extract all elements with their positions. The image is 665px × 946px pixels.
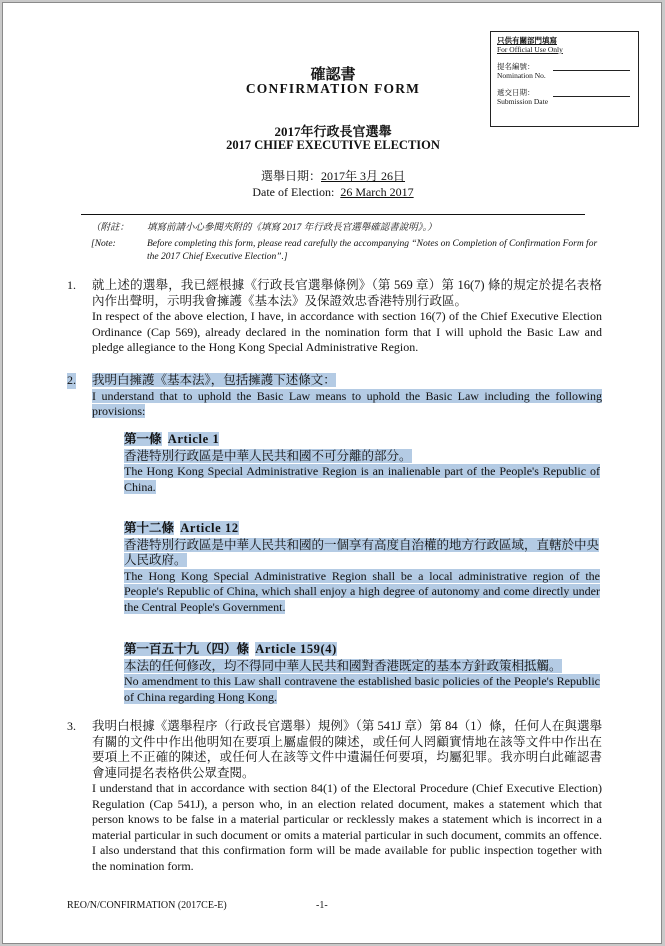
article-heading-en: Article 159(4) [255,642,337,656]
footer-form-code: REO/N/CONFIRMATION (2017CE-E) [67,900,227,911]
article-heading-en: Article 12 [180,521,239,535]
paragraph-text-en: In respect of the above election, I have, in accordance with section 16(7) of the Chief Executive Election Ordinance (Cap 569), already declared in the nomination form that I will uphold the Basic Law and pledge allegiance to the Hong Kong Special Administrative Region. [92,309,602,354]
note-label-zh: （附註： [91,223,130,233]
election-date-label-zh: 選舉日期： [260,169,321,183]
election-title-zh: 2017年行政長官選舉 [274,124,392,139]
form-title-zh: 確認書 [310,67,356,83]
article-159-4 [124,642,600,705]
official-use-title-zh: 只供有關部門填寫 [497,36,557,45]
article-heading-zh: 第一百五十九（四）條 [124,642,250,656]
footer-page-number: -1- [316,900,328,911]
election-date-value-en: 26 March 2017 [340,185,414,199]
note-en [91,238,611,264]
note-zh [91,222,611,235]
article-heading [124,432,600,448]
header-divider [81,214,585,215]
paragraph-text-zh: 我明白根據《選舉程序（行政長官選舉）規例》（第 541J 章）第 84（1）條，任何人在與選舉有關的文件中作出他明知在要項上屬虛假的陳述，或任何人罔顧實情地在該等文件中作出在要項上不正確的陳述，或任何人在該等文件中遺漏任何要項，均屬犯罪。我亦明白此確認書會連同提名表格供公眾查閱。 [92,719,602,780]
article-text-zh: 香港特別行政區是中華人民共和國的一個享有高度自治權的地方行政區域，直轄於中央人民政府。 [124,537,600,567]
election-date-value-zh: 2017年 3月 26日 [321,169,406,183]
note-text-zh: 填寫前請小心參閱夾附的《填寫 2017 年行政長官選舉確認書說明》。） [147,223,437,233]
article-heading-zh: 第一條 [124,432,162,446]
paragraph-number: 3. [67,719,76,733]
paragraph-text-zh: 就上述的選舉，我已經根據《行政長官選舉條例》（第 569 章）第 16(7) 條的規定於提名表格內作出聲明，示明我會擁護《基本法》及保證效忠香港特別行政區。 [92,278,602,308]
paragraph-number: 2. [67,373,76,387]
paragraph-text-en: I understand that in accordance with section 84(1) of the Electoral Procedure (Chief Executive Election) Regulation (Cap 541J), a person who, in an election related document, makes a statement which that person knows to be false in a material particular or recklessly makes a statement which is incorrect in a material particular in such document or omits a material particular in such document, commits an offence. I also understand that this confirmation form will be made available for public inspection together with the nomination form. [92,781,602,873]
form-title-en: CONFIRMATION FORM [245,81,421,96]
note-label-en: [Note: [91,239,116,249]
article-heading-en: Article 1 [167,432,220,446]
nomination-number-label-en: Nomination No. [497,71,546,80]
article-heading [124,642,600,658]
article-12 [124,521,600,615]
paragraph-text-zh: 我明白擁護《基本法》，包括擁護下述條文： [92,373,336,387]
paragraph-text-en: I understand that to uphold the Basic Law means to uphold the Basic Law including the following provisions: [92,388,602,418]
article-1 [124,432,600,495]
election-date-zh [3,167,662,184]
document-page [2,2,662,944]
election-date-en [3,185,662,200]
article-text-zh: 香港特別行政區是中華人民共和國不可分離的部分。 [124,448,412,463]
election-date-label-en: Date of Election: [252,185,335,199]
submission-date-label-zh: 遞交日期： [497,88,535,97]
paragraph-3 [67,719,607,874]
article-text-en: No amendment to this Law shall contravene the established basic policies of the People's Republic of China regarding Hong Kong. [124,674,600,704]
paragraph-2 [67,373,607,420]
article-text-en: The Hong Kong Special Administrative Region is an inalienable part of the People's Republic of China. [124,464,600,494]
article-heading [124,521,600,537]
paragraph-1 [67,278,607,356]
note-text-en: Before completing this form, please read carefully the accompanying “Notes on Completion of Confirmation Form for the 2017 Chief Executive Election”.] [147,239,598,262]
submission-date-label-en: Submission Date [497,97,549,106]
article-text-zh: 本法的任何修改，均不得同中華人民共和國對香港既定的基本方針政策相抵觸。 [124,658,562,673]
official-use-title-en: For Official Use Only [497,45,563,54]
nomination-number-label-zh: 提名編號： [497,62,535,71]
paragraph-number: 1. [67,278,76,292]
article-heading-zh: 第十二條 [124,521,175,535]
election-title-en: 2017 CHIEF EXECUTIVE ELECTION [226,138,440,152]
article-text-en: The Hong Kong Special Administrative Region shall be a local administrative region of the People's Republic of China, which shall enjoy a high degree of autonomy and come directly under the Central People's Government. [124,568,600,614]
